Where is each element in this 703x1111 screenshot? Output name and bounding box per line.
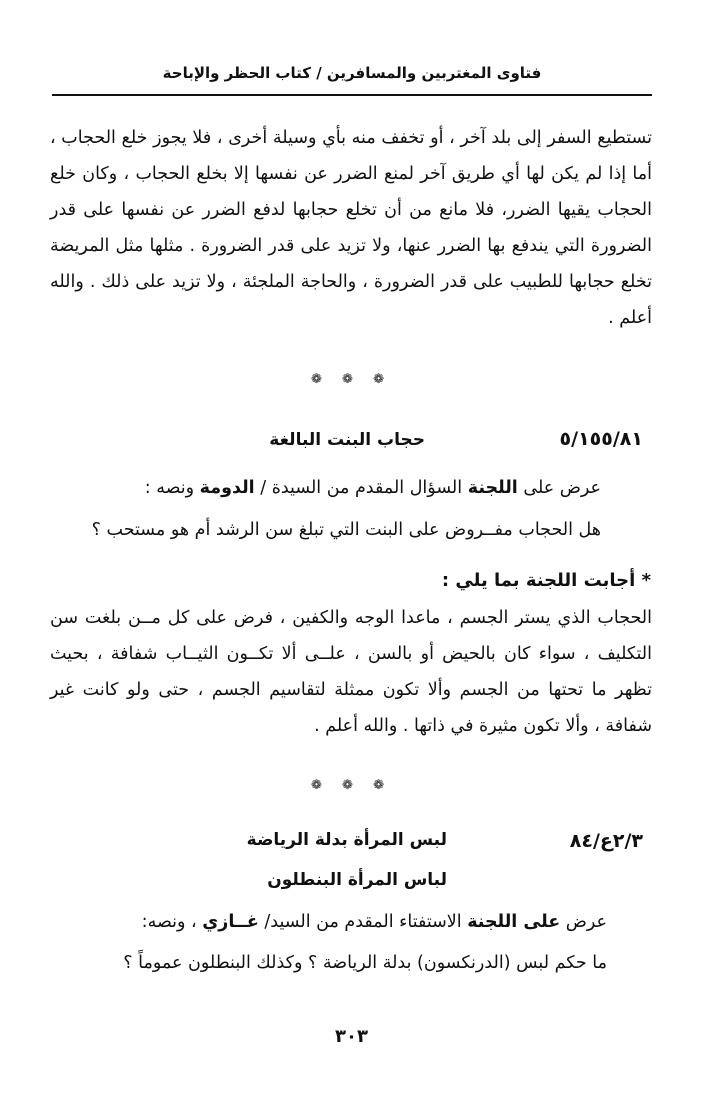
fatwa-question: ما حكم لبس (الدرنكسون) بدلة الرياضة ؟ وكذلك البنطلون عموماً ؟: [123, 953, 607, 973]
asker-name: غــازي: [202, 912, 259, 932]
intro-middle: الاستفتاء المقدم من السيد/: [258, 912, 468, 932]
fatwa-number: ٥/١٥٥/٨١: [559, 428, 643, 450]
fatwa-number: ٢/٣ع/٨٤: [569, 830, 643, 852]
fatwa-intro: [145, 478, 601, 498]
running-header: فتاوى المغتربين والمسافرين / كتاب الحظر والإباحة: [162, 64, 542, 82]
answer-paragraph: الحجاب الذي يستر الجسم ، ماعدا الوجه والكفين ، فرض على كل مــن بلغت سن التكليف ، سواء كان بالحيض أو بالسن ، علــى ألا تكــون الثيــاب شفافة ، بحيث تظهر ما تحتها من الجسم وألا تكون ممثلة لتقاسيم الجسم ، حتى ولو كانت غير شفافة ، وألا تكون مثيرة في ذاتها . والله أعلم .: [50, 608, 652, 736]
fatwa-intro: [142, 912, 607, 932]
page-number: ٣٠٣: [335, 1026, 368, 1047]
continuation-paragraph: تستطيع السفر إلى بلد آخر ، أو تخفف منه بأي وسيلة أخرى ، فلا يجوز خلع الحجاب ، أما إذا لم يكن لها أي طريق آخر لمنع الضرر عن نفسها إلا بخلع الحجاب ، وكان خلع الحجاب يقيها الضرر، فلا مانع من أن تخلع حجابها لدفع الضرر عن نفسها على قدر الضرورة التي يندفع بها الضرر عنها، ولا تزيد على قدر الضرورة . مثلها مثل المريضة تخلع حجابها للطبيب على قدر الضرورة ، والحاجة الملجئة ، ولا تزيد على ذلك . والله أعلم .: [50, 128, 652, 328]
asker-name: الدومة: [199, 478, 255, 498]
intro-suffix: ، ونصه:: [141, 912, 203, 932]
fatwa-title: حجاب البنت البالغة: [269, 430, 425, 450]
section-separator: ❁ ❁ ❁: [311, 372, 392, 387]
fatwa-subtitle: لباس المرأة البنطلون: [267, 870, 447, 890]
intro-middle: السؤال المقدم من السيدة /: [254, 478, 468, 498]
committee-name: اللجنة: [467, 478, 518, 498]
committee-name: على اللجنة: [467, 912, 561, 932]
fatwa-title: لبس المرأة بدلة الرياضة: [246, 830, 447, 850]
fatwa-question: هل الحجاب مفــروض على البنت التي تبلغ سن الرشد أم هو مستحب ؟: [91, 520, 601, 540]
intro-prefix: عرض: [560, 912, 607, 932]
header-rule: [52, 94, 652, 96]
section-separator: ❁ ❁ ❁: [311, 778, 392, 793]
intro-prefix: عرض على: [517, 478, 601, 498]
answer-label: * أجابت اللجنة بما يلي :: [441, 570, 651, 591]
intro-suffix: ونصه :: [144, 478, 200, 498]
